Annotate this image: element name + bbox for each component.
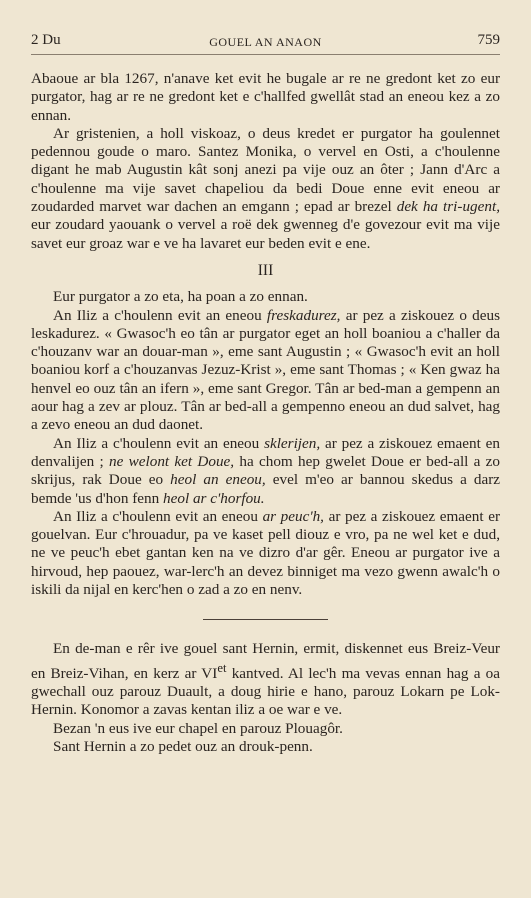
- paragraph-2-text-a: Ar gristenien, a holl viskoaz, o deus kredet er purgator ha goulennet pedennou goude o maro. Santez Monika, o vervel en Osti, a c'houlenne digant he mab Augustin kât sonj anezi pa vije ouz an ôter ; Jann d'Arc a c'houlenne ma vije savet chapeliou da bedi Doue enne evit eneou ar zoudarded marvet war dachen an emgann ; epad ar brezel: [31, 124, 500, 216]
- paragraph-3: Eur purgator a zo eta, ha poan a zo ennan.: [53, 288, 308, 306]
- paragraph-5-italic-4: heol ar c'horfou.: [163, 489, 265, 507]
- section-divider: [203, 619, 328, 620]
- paragraph-2: [31, 125, 500, 253]
- paragraph-2-italic: dek ha tri-ugent,: [396, 198, 500, 216]
- paragraph-7-superscript: et: [217, 660, 227, 675]
- paragraph-5-italic-2: ne welont ket Doue,: [109, 452, 235, 470]
- paragraph-5: [31, 435, 500, 508]
- paragraph-5-text-b: ar pez a ziskouez emaent en denvalijen ;: [31, 434, 501, 470]
- paragraph-9: Sant Hernin a zo pedet ouz an drouk-penn.: [53, 737, 313, 755]
- paragraph-5-text-c: ha chom hep gwelet Doue er bed-all a zo skrijus, rak Doue eo: [31, 452, 501, 489]
- header-date: 2 Du: [31, 32, 61, 48]
- page-number: 759: [477, 32, 500, 48]
- paragraph-5-text-d: evel m'eo ar bannou skedus a darz bemde 'us d'hon fenn: [31, 471, 501, 507]
- paragraph-1: Abaoue ar bla 1267, n'anave ket evit he bugale ar re ne gredont ket zo eur purgator, hag ar re ne gredont ket e c'hallfed gwellât stad an eneou kez a zo ennan.: [31, 70, 500, 124]
- page-body: [31, 70, 500, 756]
- paragraph-8: Bezan 'n eus ive eur chapel en parouz Plouagôr.: [53, 719, 343, 737]
- paragraph-4-italic: freskadurez,: [266, 306, 341, 324]
- paragraph-4-text-a: An Iliz a c'houlenn evit an eneou: [53, 306, 262, 324]
- paragraph-2-text-b: eur zoudard yaouank o vervel a roë dek gwenneg d'e govezour evit ma vije savet eur groaz war e ve ha lavaret eur beden evit e ene.: [31, 216, 500, 252]
- paragraph-4-text-b: ar pez a ziskouez o deus leskadurez. « Gwasoc'h eo tân ar purgator eget an holl boaniou a c'haller da c'houzanv war an douar-man », eme sant Augustin ; « Gwasoc'h evit an holl boaniou korf a c'houzanvas Jezuz-Krist », eme sant Thomas ; « Ken gwaz ha henvel eo ouz tân an ifern », eme sant Gregor. Tân ar bed-man a gempenn an aour hag a zev ar plouz. Tân ar bed-all a gempenno eneou an dud salvet, hag a zevo eneou an dud daonet.: [31, 306, 501, 434]
- paragraph-7-text-a: En de-man e rêr ive gouel sant Hernin, ermit, diskennet eus Breiz-Veur en Breiz-Vihan, en kerz ar VI: [31, 640, 500, 682]
- running-header: [31, 28, 500, 55]
- paragraph-5-text-a: An Iliz a c'houlenn evit an eneou: [53, 434, 260, 452]
- paragraph-7-text-b: kantved. Al lec'h ma vevas ennan hag a oa gwechall ouz parouz Duault, a doug hirie e hano, parouz Lokarn pe Lok-Hernin. Konomor a zavas kentan iliz a oe war e ve.: [31, 664, 500, 719]
- paragraph-6-italic: ar peuc'h,: [262, 507, 324, 525]
- paragraph-5-italic-1: sklerijen,: [264, 434, 321, 452]
- paragraph-7: [31, 640, 500, 719]
- paragraph-6-text-b: ar pez a ziskouez emaent er gouelvan. Eur c'hrouadur, pa ve kaset pell diouz e vro, pa ne wel ket e dud, ne ve peuc'h ebet gantan ken na ve dizro d'ar gêr. Eneou ar purgator ive a hirvoud, hep paouez, war-lerc'h an devez binniget ma vezo gwenn awalc'h o iskili da nijal en kerc'hen o zad a zo en nenv.: [31, 507, 501, 599]
- section-heading: III: [257, 261, 274, 279]
- paragraph-4: [31, 307, 500, 435]
- header-title: GOUEL AN ANAON: [209, 35, 322, 49]
- paragraph-6-text-a: An Iliz a c'houlenn evit an eneou: [53, 507, 258, 525]
- paragraph-5-italic-3: heol an eneou,: [170, 471, 266, 489]
- paragraph-6: [31, 508, 500, 599]
